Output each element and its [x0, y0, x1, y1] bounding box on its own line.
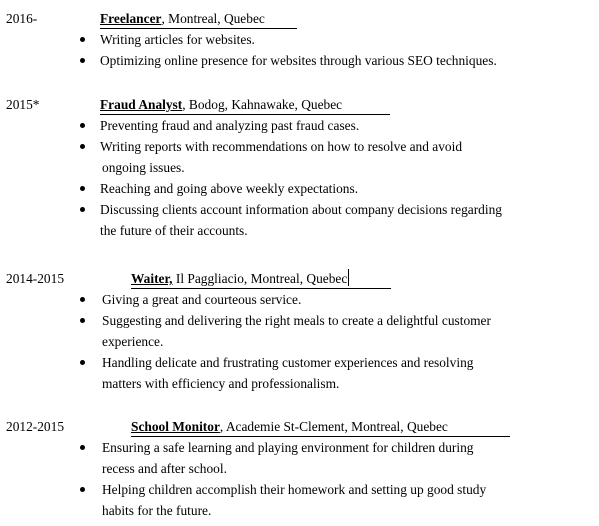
list-item [78, 352, 491, 394]
entry-role: Waiter, [131, 271, 173, 286]
bullet-line: Reaching and going above weekly expectations. [100, 181, 359, 196]
bullet-icon [80, 58, 85, 63]
entry-date: 2014-2015 [6, 271, 65, 286]
bullet-icon [80, 360, 85, 365]
bullet-icon [80, 487, 85, 492]
list-item [78, 289, 491, 310]
bullet-icon [80, 123, 85, 128]
entry-date: 2015* [6, 97, 40, 112]
bullet-line: Handling delicate and frustrating customer experiences and resolving [102, 355, 474, 370]
bullet-line: Ensuring a safe learning and playing environment for children during [102, 440, 474, 455]
bullet-line: habits for the future. [102, 503, 212, 518]
bullet-line: recess and after school. [102, 461, 227, 476]
entry-bullets [78, 289, 491, 394]
list-item [78, 50, 497, 71]
entry-date: 2012-2015 [6, 419, 65, 434]
bullet-icon [80, 186, 85, 191]
bullet-icon [80, 144, 85, 149]
entry-bullets [78, 29, 497, 71]
entry-header [100, 8, 297, 29]
entry-place: , Montreal, Quebec [161, 11, 265, 26]
bullet-line: matters with efficiency and professionalism. [102, 376, 340, 391]
bullet-icon [80, 297, 85, 302]
entry-place: , Academie St-Clement, Montreal, Quebec [219, 419, 448, 434]
bullet-line: Discussing clients account information about company decisions regarding [100, 202, 502, 217]
bullet-line: Writing articles for websites. [100, 32, 255, 47]
list-item [78, 178, 502, 199]
bullet-line: Writing reports with recommendations on how to resolve and avoid [100, 139, 463, 154]
bullet-line: Optimizing online presence for websites through various SEO techniques. [100, 53, 497, 68]
entry-bullets [78, 115, 502, 241]
list-item [78, 437, 486, 479]
list-item [78, 115, 502, 136]
list-item [78, 199, 502, 241]
bullet-icon [80, 207, 85, 212]
entry-header [131, 416, 510, 437]
entry-header [100, 94, 390, 115]
entry-place: Il Paggliacio, Montreal, Quebec [172, 271, 348, 286]
entry-place: , Bodog, Kahnawake, Quebec [182, 97, 343, 112]
bullet-line: Suggesting and delivering the right meals to create a delightful customer [102, 313, 491, 328]
entry-bullets [78, 437, 486, 521]
bullet-line: experience. [102, 334, 164, 349]
bullet-line: Giving a great and courteous service. [102, 292, 302, 307]
entry-header [131, 268, 391, 289]
entry-role: Fraud Analyst [100, 97, 183, 112]
bullet-line: the future of their accounts. [100, 223, 248, 238]
list-item [78, 479, 486, 521]
bullet-line: Preventing fraud and analyzing past fraud cases. [100, 118, 360, 133]
bullet-icon [80, 445, 85, 450]
entry-role: Freelancer [100, 11, 162, 26]
list-item [78, 310, 491, 352]
bullet-line: Helping children accomplish their homework and setting up good study [102, 482, 487, 497]
bullet-icon [80, 37, 85, 42]
entry-role: School Monitor [131, 419, 220, 434]
bullet-icon [80, 318, 85, 323]
bullet-line: ongoing issues. [102, 160, 185, 175]
entry-date: 2016- [6, 11, 38, 26]
text-cursor [348, 269, 349, 286]
list-item [78, 136, 502, 178]
list-item [78, 29, 497, 50]
